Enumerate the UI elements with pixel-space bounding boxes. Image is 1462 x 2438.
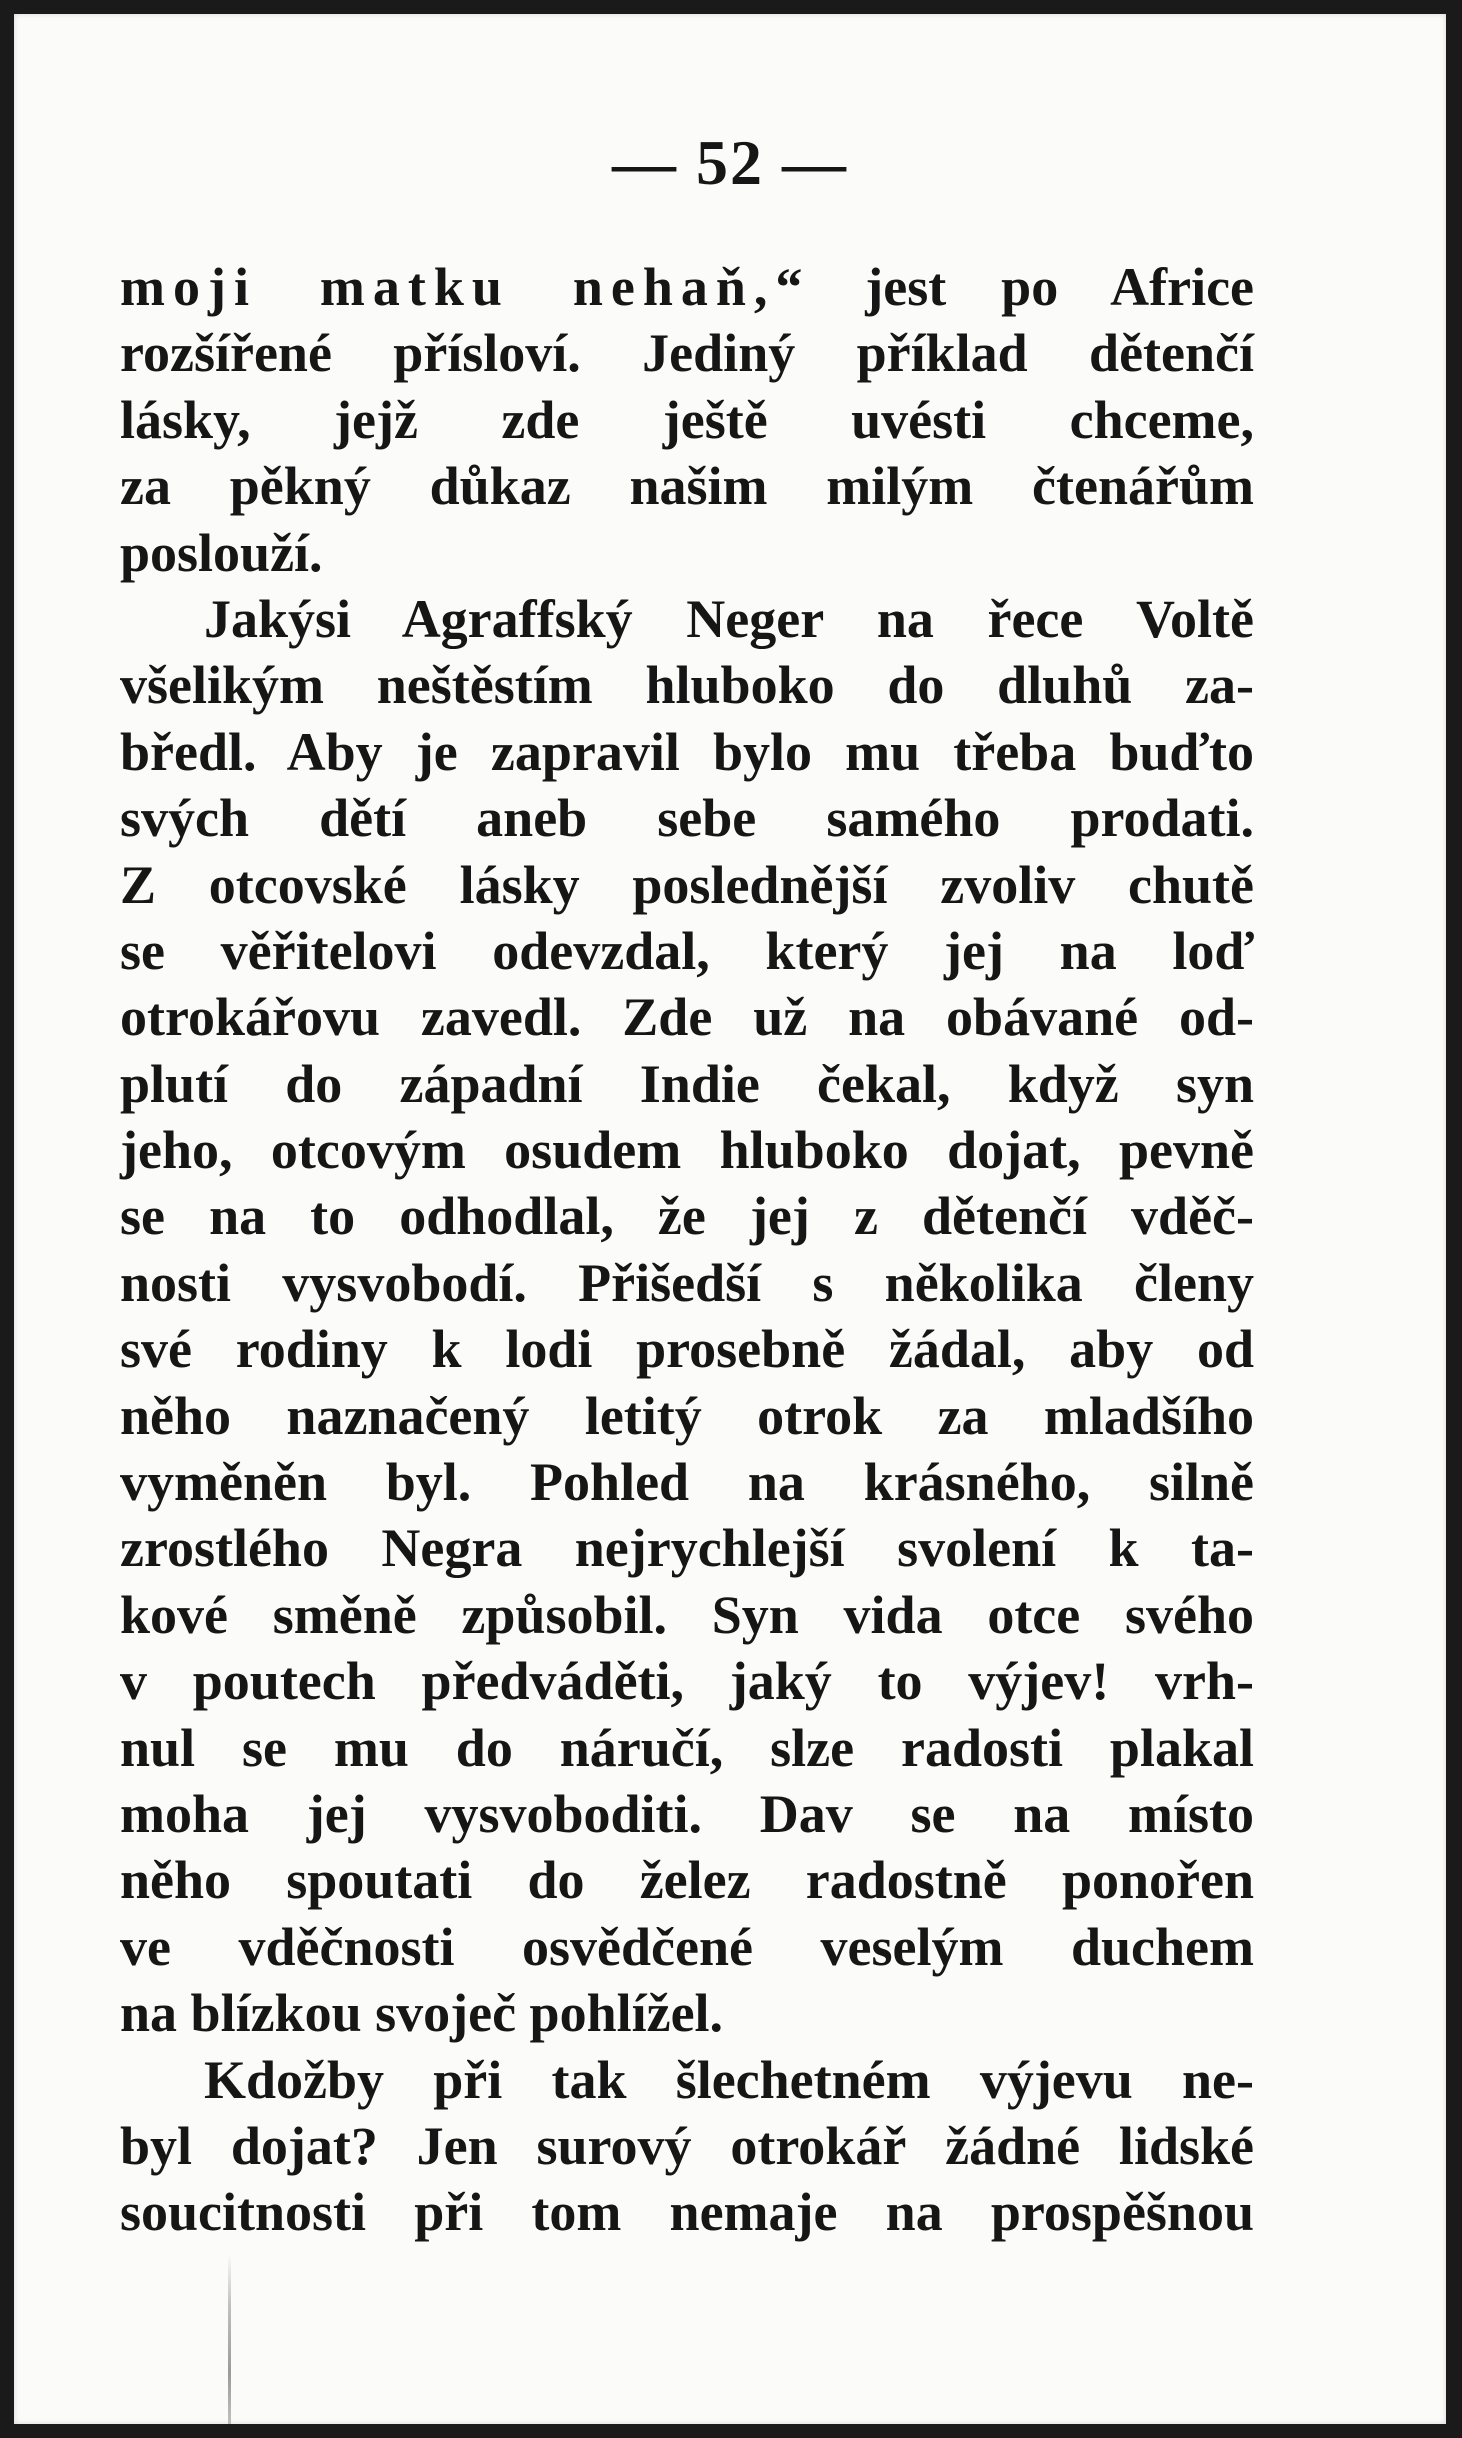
text-line: moha jej vysvoboditi. Dav se na místo: [120, 1783, 1254, 1844]
text-line: nul se mu do náručí, slze radosti plakal: [120, 1717, 1254, 1778]
text-line: za pěkný důkaz našim milým čtenářům: [120, 456, 1254, 517]
text-line: [120, 254, 1254, 320]
text-line: zrostlého Negra nejrychlejší svolení k ta-: [120, 1518, 1254, 1579]
text-line: byl dojat? Jen surový otrokář žádné lidské: [120, 2115, 1254, 2176]
text-line: plutí do západní Indie čekal, když syn: [120, 1053, 1254, 1114]
text-line: něho naznačený letitý otrok za mladšího: [120, 1385, 1254, 1446]
text-line: vyměněn byl. Pohled na krásného, silně: [120, 1452, 1254, 1513]
text-line: otrokářovu zavedl. Zde už na obávané od-: [120, 987, 1254, 1048]
text-line: ve vděčnosti osvědčené veselým duchem: [120, 1916, 1254, 1977]
text-line: lásky, jejž zde ještě uvésti chceme,: [120, 389, 1254, 450]
text-line: na blízkou svoječ pohlížel.: [120, 1983, 724, 2044]
body-text: [120, 254, 1254, 2246]
text-line: své rodiny k lodi prosebně žádal, aby od: [120, 1319, 1254, 1380]
text-line: bředl. Aby je zapravil bylo mu třeba buďto: [120, 721, 1254, 782]
text-line: kové směně způsobil. Syn vida otce svého: [120, 1584, 1254, 1645]
margin-smudge: [228, 2254, 231, 2424]
text-line: poslouží.: [120, 522, 323, 583]
text-line: soucitnosti při tom nemaje na prospěšnou: [120, 2182, 1254, 2243]
text-line-rest: jest po Africe: [810, 257, 1255, 317]
text-line: něho spoutati do želez radostně ponořen: [120, 1850, 1254, 1911]
text-line: nosti vysvobodí. Přišedší s několika členy: [120, 1252, 1254, 1313]
text-line: svých dětí aneb sebe samého prodati.: [120, 788, 1254, 849]
text-line: se na to odhodlal, že jej z dětenčí vděč-: [120, 1186, 1254, 1247]
text-line: jeho, otcovým osudem hluboko dojat, pevně: [120, 1120, 1254, 1181]
text-line: v poutech předváděti, jaký to výjev! vrh-: [120, 1651, 1254, 1712]
page-number: — 52 —: [612, 127, 848, 198]
text-line: rozšířené přísloví. Jediný příklad dětenčí: [120, 323, 1254, 384]
text-line: se věřitelovi odevzdal, který jej na loď: [120, 920, 1254, 981]
paragraph-start-line: Jakýsi Agraffský Neger na řece Voltě: [204, 588, 1254, 649]
text-line: Z otcovské lásky poslednější zvoliv chutě: [120, 854, 1254, 915]
spaced-phrase: moji matku nehaň,“: [120, 257, 811, 317]
book-page: [14, 14, 1446, 2424]
paragraph-start-line: Kdožby při tak šlechetném výjevu ne-: [204, 2049, 1254, 2110]
text-line: všelikým neštěstím hluboko do dluhů za-: [120, 655, 1254, 716]
